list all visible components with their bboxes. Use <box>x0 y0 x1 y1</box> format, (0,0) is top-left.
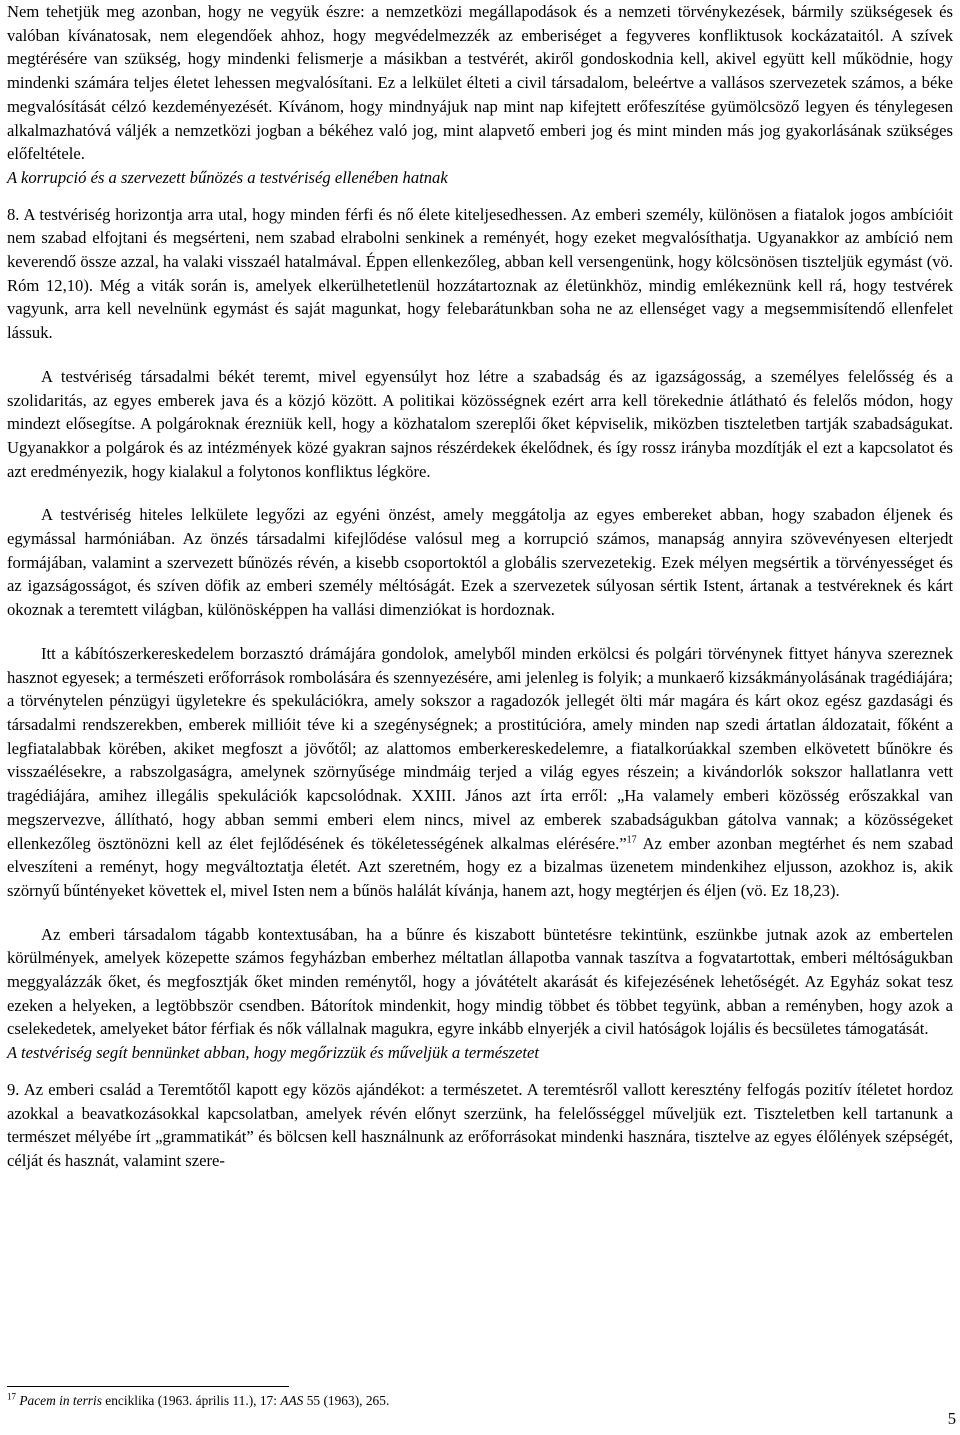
paragraph <box>7 642 953 903</box>
paragraph: A testvériség társadalmi békét teremt, mivel egyensúlyt hoz létre a szabadság és az igazságosság, a személyes felelősség és a szolidaritás, az egyes emberek java és a közjó között. A politikai közösségnek ezért arra kell törekednie átlátható és felelős módon, hogy mindezt elősegítse. A polgároknak érezniük kell, hogy a közhatalom szereplői őket képviselik, miközben tiszteletben tartják szabadságukat. Ugyanakkor a polgárok és az intézmények közé gyakran sajnos részérdekek ékelődnek, és így rossz irányba mozdítják el ezt a kapcsolatot és azt eredményezik, hogy kialakul a folytonos konfliktus légköre. <box>7 366 953 481</box>
footnote-divider <box>7 1386 289 1387</box>
footnote-text: enciklika (1963. április 11.), 17: <box>101 1393 281 1408</box>
paragraph: Nem tehetjük meg azonban, hogy ne vegyük észre: a nemzetközi megállapodások és a nemzeti törvénykezések, bármily szükségesek és valóban kívánatosak, nem elegendőek ahhoz, hogy megvédelmezzék az emberiséget a fegyveres konfliktusok kockázataitól. A szívek megtérésére van szükség, hogy mindenki felismerje a másikban a testvérét, akiről gondoskodnia kell, akivel együtt kell működnie, hogy mindenki számára teljes életet lehessen megvalósítani. Ez a lelkület élteti a civil társadalom, beleértve a vallásos szervezetek számos, a béke megvalósítását célzó kezdeményezését. Kívánom, hogy mindnyájuk nap mint nap kifejtett erőfeszítése gyümölcsöző legyen és ténylegesen alkalmazhatóvá váljék a nemzetközi jogban a békéhez való jog, mint alapvető emberi jog és mint minden más jog gyakorlásának szükséges előfeltétele. <box>7 2 953 164</box>
footnote-journal: AAS <box>280 1393 304 1408</box>
page-number: 5 <box>947 1409 956 1428</box>
section-heading: A korrupció és a szervezett bűnözés a testvériség ellenében hatnak <box>7 167 448 187</box>
section-heading: A testvériség segít bennünket abban, hogy megőrizzük és műveljük a természetet <box>7 1043 539 1063</box>
footnote-reference[interactable]: 17 <box>626 833 637 845</box>
paragraph: A testvériség hiteles lelkülete legyőzi az egyéni önzést, amely meggátolja az egyes embereket abban, hogy szabadon éljenek és egymással harmóniában. Az önzés társadalmi kifejlődése valósul meg a korrupció számos, manapság annyira szövevényesen elterjedt formájában, valamint a szervezett bűnözés révén, a kisebb csoportoktól a globális szervezetekig. Ezek mélyen megsértik a törvényességet és az igazságosságot, és szíven döfik az emberi személy méltóságát. Ezek a szervezetek súlyosan sértik Istent, ártanak a testvéreknek és kárt okoznak a teremtett világban, különösképpen ha vallási dimenziókat is hordoznak. <box>7 505 953 620</box>
paragraph: 8. A testvériség horizontja arra utal, hogy minden férfi és nő élete kiteljesedhessen. Az emberi személy, különösen a fiatalok jogos ambícióit nem szabad elfojtani és megsérteni, nem szabad elrabolni senkinek a reményét, hogy ezeket megvalósíthatja. Ugyanakkor az ambíció nem keverendő össze azzal, ha valaki visszaél hatalmával. Éppen ellenkezőleg, abban kell versengenünk, hogy kölcsönösen tiszteljük egymást (vö. Róm 12,10). Még a viták során is, amelyek elkerülhetetlenül hozzátartoznak az életünkhöz, mindig emlékeznünk kell rá, hogy testvérek vagyunk, arra kell nevelnünk egymást és saját magunkat, hogy felebarátunkban soha ne az ellenséget vagy a megsemmisítendő ellenfelet lássuk. <box>7 204 953 343</box>
footnote-marker: 17 <box>7 1391 16 1402</box>
document-page <box>7 0 953 1173</box>
paragraph: Az emberi társadalom tágabb kontextusában, ha a bűnre és kiszabott büntetésre tekintünk, eszünkbe jutnak azok az embertelen körülmények, amelyek közepette számos fegyházban emberhez méltatlan állapotba vannak taszítva a fogvatartottak, emberi méltóságukban meggyalázzák őket, és megfosztják őket minden reménytől, hogy a jóvátételt akarását és kifejezésének lehetőségét. Az Egyház sokat tesz ezeken a helyeken, a legtöbbször csendben. Bátorítok mindenkit, hogy mindig többet és többet tegyünk, abban a reményben, hogy azok a cselekedetek, amelyeket bátor férfiak és nők vállalnak magukra, egyre inkább elnyerjék a civil hatóságok lojális és becsületes támogatását. <box>7 924 953 1039</box>
paragraph-text: Az ember azonban megtérhet és nem szabad elveszíteni a reményt, hogy megváltoztatja életét. Azt szeretném, hogy ez a bizalmas üzenetem mindenkihez eljusson, azokhoz is, akik szörnyű bűntényeket követtek el, mivel Isten nem a bűnös halálát kívánja, hanem azt, hogy megtérjen és éljen (vö. Ez 18,23). <box>7 833 953 900</box>
paragraph-text: Itt a kábítószerkereskedelem borzasztó drámájára gondolok, amelyből minden erkölcsi és polgári törvénynek fittyet hányva szereznek hasznot egyesek; a természeti erőforrások rombolására és szennyezésére, ami jelenleg is folyik; a munkaerő kizsákmányolásának tragédiájára; a törvénytelen pénzügyi ügyletekre és spekulációkra, amely sokszor a ragadozók jellegét ölti már magára és kárt okoz egész gazdasági és társadalmi rendszerekben, emberek millióit téve ki a szegénységnek; a prostitúcióra, amely minden nap szedi ártatlan áldozatait, főként a legfiatalabbak körében, akiket megfoszt a jövőtől; az alattomos emberkereskedelemre, a fiatalkorúakkal szemben elkövetett bűnökre és visszaélésekre, a rabszolgaságra, amelynek szörnyűsége mindmáig terjed a világ egyes részein; a kivándorlók sokszor hallatlanra vett tragédiájára, amihez illegális spekulációk kapcsolódnak. XXIII. János azt írta erről: „Ha valamely emberi közösség erőszakkal van megszervezve, állítható, hogy abban semmi emberi elem nincs, mivel az emberek szabadságukban gátolva vannak; a közösségeket ellenkezőleg ösztönözni kell az élet fejlődésének és tökéletességének alkalmas elérésére.” <box>7 643 953 853</box>
paragraph: 9. Az emberi család a Teremtőtől kapott egy közös ajándékot: a természetet. A teremtésről vallott keresztény felfogás pozitív ítéletet hordoz azokkal a beavatkozásokkal kapcsolatban, amelyek révén előnyt szerzünk, ha felelősséggel műveljük ezt. Tiszteletben kell tartanunk a természet mélyébe írt „grammatikát” és bölcsen kell használnunk az erőforrásokat mindenki hasznára, tisztelve az egyes élőlények szépségét, célját és hasznát, valamint szere- <box>7 1079 953 1170</box>
footnote-title: Pacem in terris <box>19 1393 102 1408</box>
footnote-text: 55 (1963), 265. <box>303 1393 390 1408</box>
footnote <box>7 1392 907 1410</box>
